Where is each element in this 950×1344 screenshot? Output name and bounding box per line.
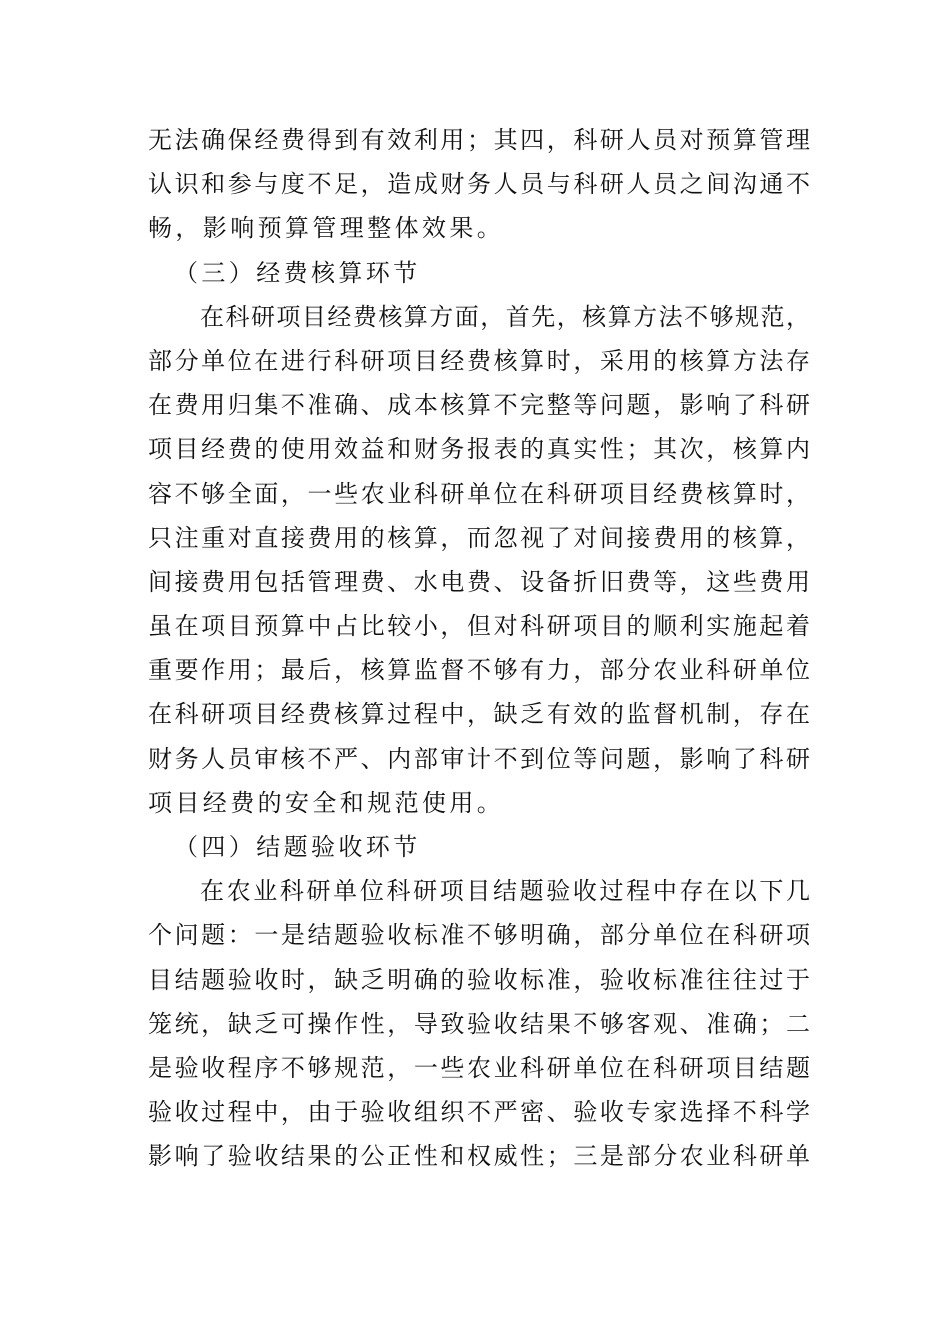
text-line: 无法确保经费得到有效利用；其四，科研人员对预算管理 bbox=[148, 126, 810, 154]
text-line: 在费用归集不准确、成本核算不完整等问题，影响了科研 bbox=[148, 391, 810, 420]
text-line: 畅，影响预算管理整体效果。 bbox=[148, 214, 505, 243]
paragraph-accounting bbox=[148, 295, 810, 825]
section-heading-acceptance: （四）结题验收环节 bbox=[174, 833, 421, 861]
text-line: 容不够全面，一些农业科研单位在科研项目经费核算时， bbox=[148, 479, 810, 508]
text-line: 认识和参与度不足，造成财务人员与科研人员之间沟通不 bbox=[148, 170, 810, 199]
text-line: 只注重对直接费用的核算，而忽视了对间接费用的核算， bbox=[148, 523, 810, 552]
text-line: 验收过程中，由于验收组织不严密、验收专家选择不科学 bbox=[148, 1098, 810, 1127]
text-line: 间接费用包括管理费、水电费、设备折旧费等，这些费用 bbox=[148, 567, 810, 596]
text-line: 是验收程序不够规范，一些农业科研单位在科研项目结题 bbox=[148, 1053, 810, 1082]
text-line: 在科研项目经费核算方面，首先，核算方法不够规范， bbox=[200, 302, 810, 331]
text-line: 笼统，缺乏可操作性，导致验收结果不够客观、准确；二 bbox=[148, 1009, 810, 1038]
text-line: 部分单位在进行科研项目经费核算时，采用的核算方法存 bbox=[148, 346, 810, 375]
text-line: 项目经费的安全和规范使用。 bbox=[148, 788, 505, 817]
text-line: 虽在项目预算中占比较小，但对科研项目的顺利实施起着 bbox=[148, 612, 810, 641]
text-line: 影响了验收结果的公正性和权威性；三是部分农业科研单 bbox=[148, 1142, 810, 1171]
text-line: 在农业科研单位科研项目结题验收过程中存在以下几 bbox=[200, 877, 810, 906]
document-page bbox=[148, 118, 810, 1179]
text-line: 重要作用；最后，核算监督不够有力，部分农业科研单位 bbox=[148, 656, 810, 685]
text-line: 目结题验收时，缺乏明确的验收标准，验收标准往往过于 bbox=[148, 965, 810, 994]
text-line: 在科研项目经费核算过程中，缺乏有效的监督机制，存在 bbox=[148, 700, 810, 729]
section-heading-accounting: （三）经费核算环节 bbox=[174, 258, 421, 287]
paragraph-budget-continued bbox=[148, 118, 810, 251]
text-line: 个问题：一是结题验收标准不够明确，部分单位在科研项 bbox=[148, 921, 810, 950]
paragraph-acceptance bbox=[148, 869, 810, 1178]
text-line: 项目经费的使用效益和财务报表的真实性；其次，核算内 bbox=[148, 435, 810, 464]
text-line: 财务人员审核不严、内部审计不到位等问题，影响了科研 bbox=[148, 744, 810, 773]
